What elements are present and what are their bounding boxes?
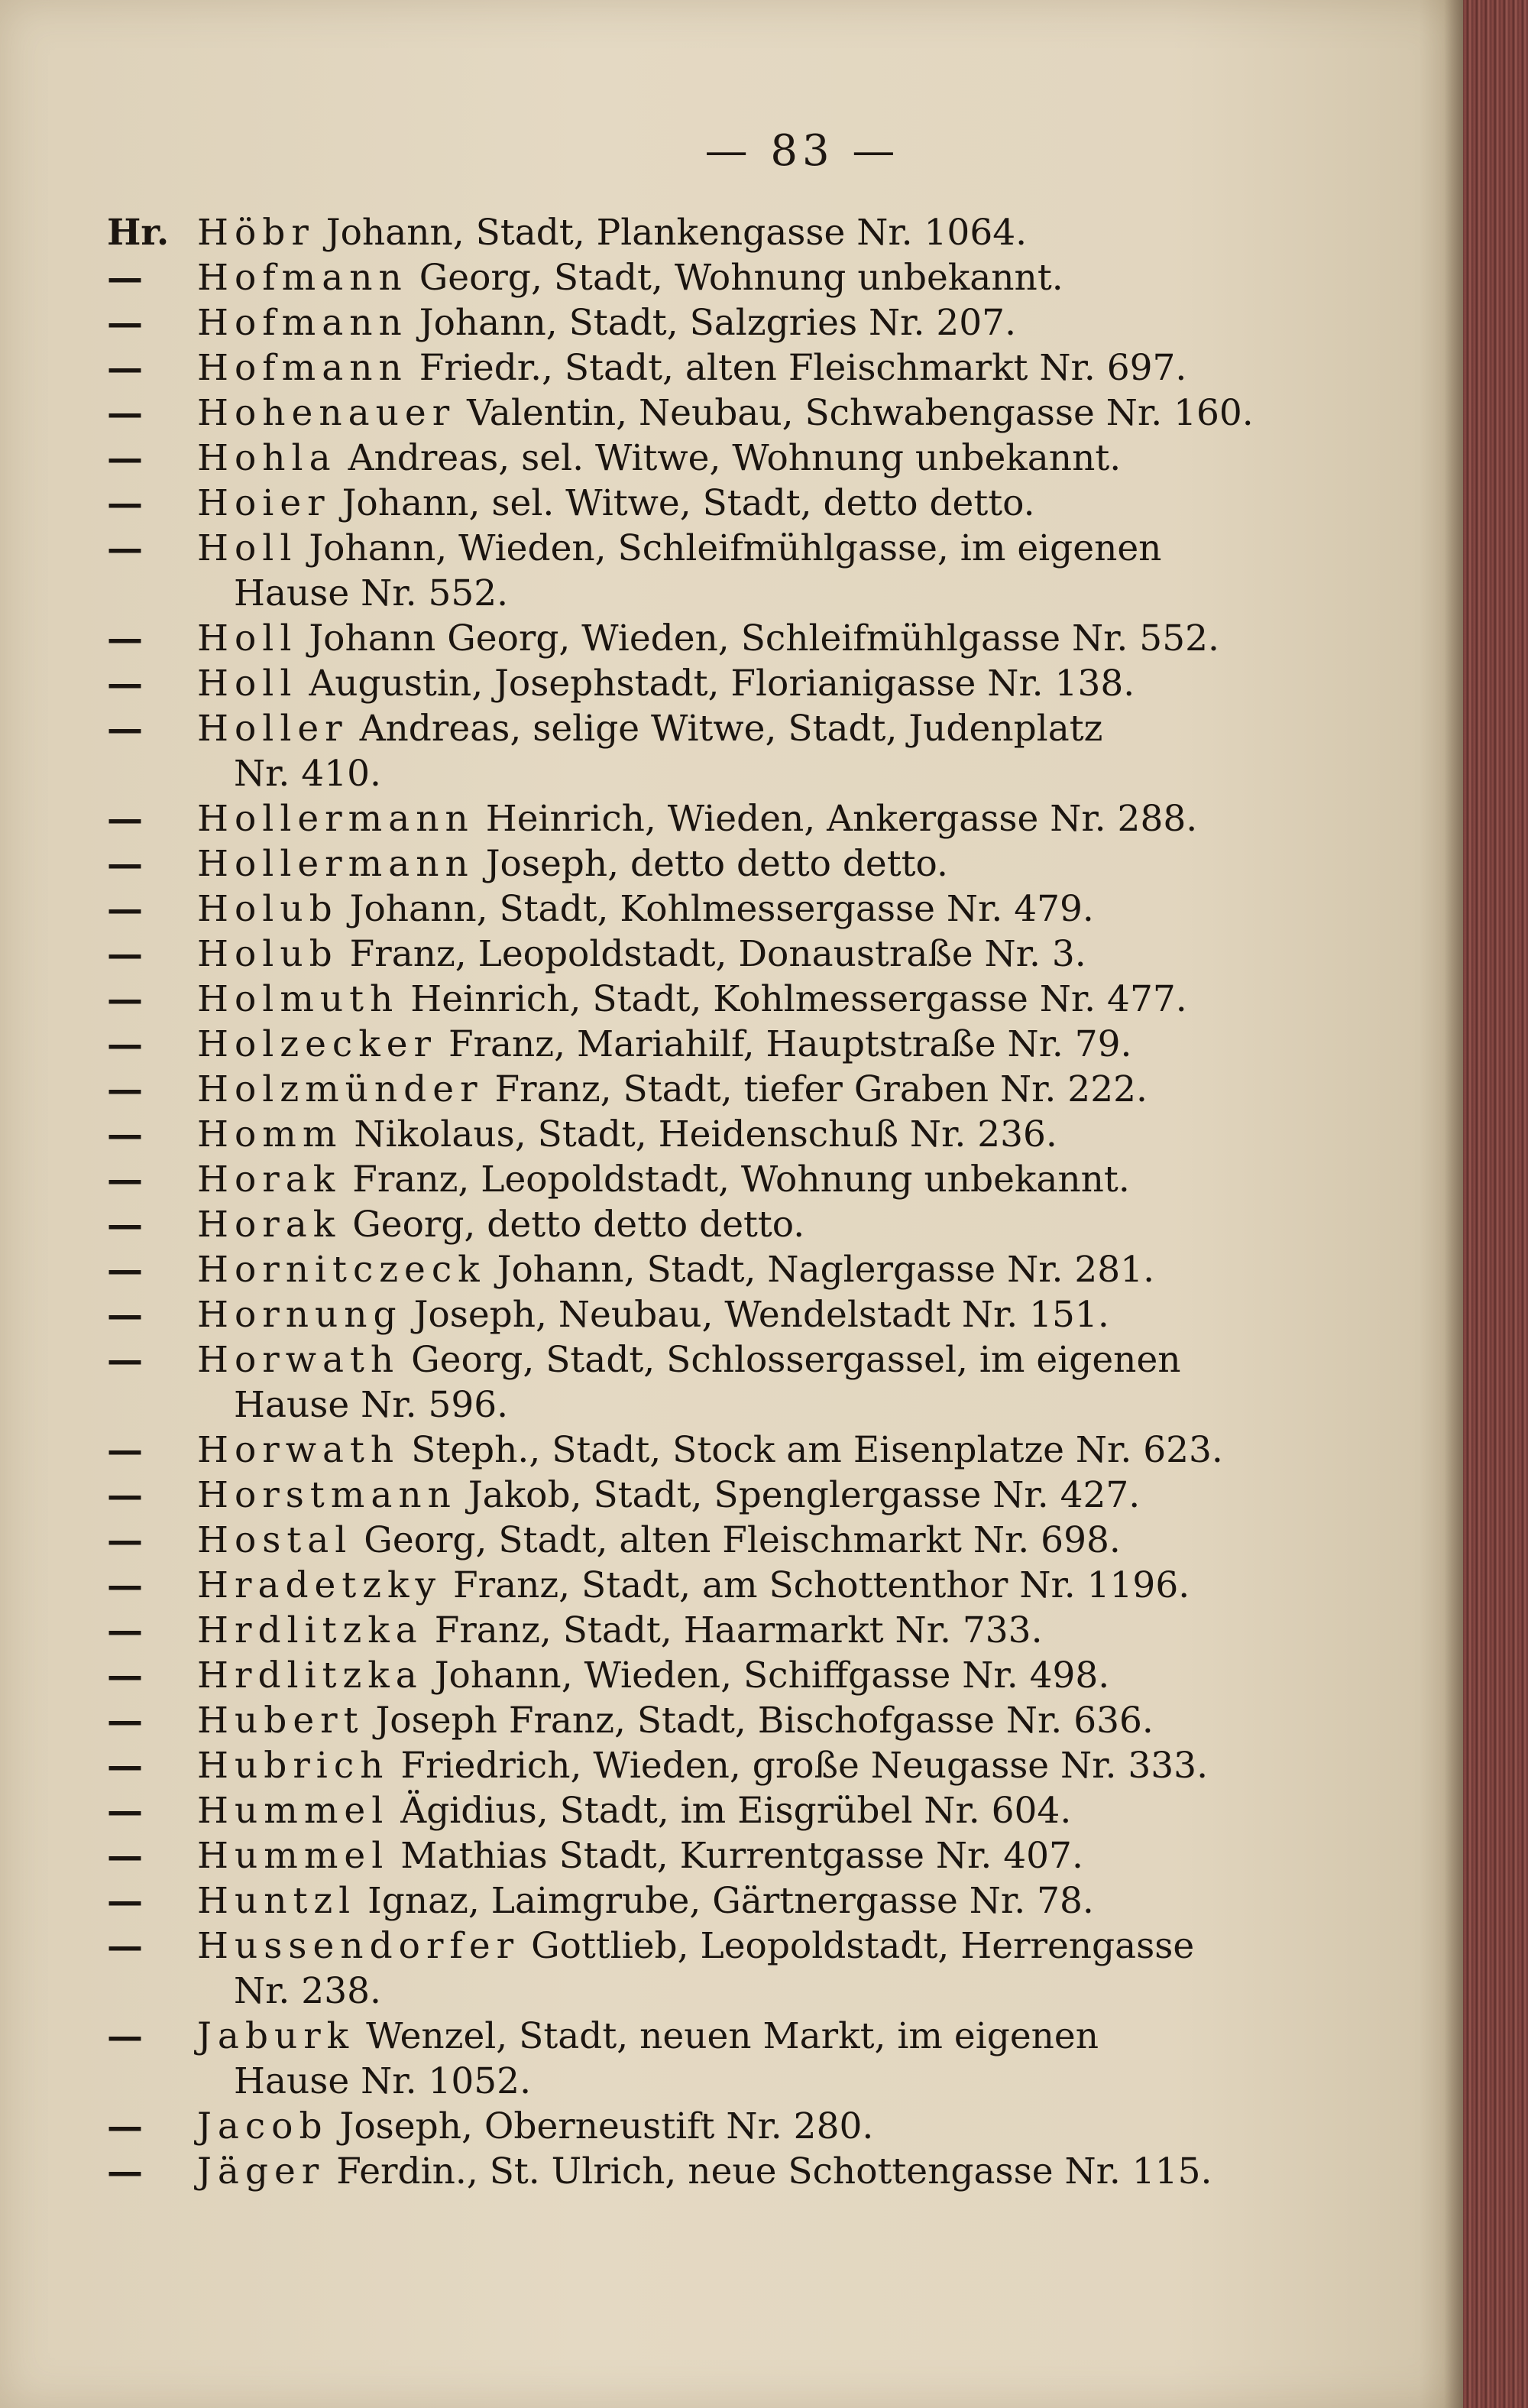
entry-details: Franz, Stadt, am Schottenthor Nr. 1196.: [453, 1564, 1190, 1606]
directory-entry: [107, 932, 1276, 977]
entry-text: [197, 1157, 1276, 1202]
entry-surname: Horak: [197, 1159, 342, 1201]
entry-text: [197, 796, 1276, 841]
entry-prefix: —: [107, 1113, 143, 1155]
entry-line: [197, 661, 1276, 706]
entry-details: Joseph, Oberneustift Nr. 280.: [339, 2105, 874, 2147]
entry-surname: Hoier: [197, 482, 331, 524]
entry-line: [197, 1292, 1276, 1337]
directory-entry: [107, 977, 1276, 1022]
entry-prefix: —: [107, 527, 143, 569]
entry-prefix: —: [107, 1700, 143, 1742]
entry-text: [197, 2014, 1276, 2104]
entry-surname: Holub: [197, 933, 338, 975]
entry-line: [197, 1878, 1276, 1923]
entry-details: Ferdin., St. Ulrich, neue Schottengasse Nr. 115.: [336, 2150, 1212, 2192]
entry-text: [197, 1337, 1276, 1428]
page-number: — 83 —: [704, 126, 900, 176]
entry-text: [197, 1698, 1276, 1743]
directory-entry: [107, 1428, 1276, 1473]
entry-continuation-line: [197, 1969, 1276, 2014]
entry-surname: Horwath: [197, 1429, 400, 1471]
entry-text: [197, 1473, 1276, 1518]
entry-prefix: —: [107, 1068, 143, 1110]
entry-details: Nr. 410.: [234, 753, 381, 795]
entry-surname: Holub: [197, 888, 338, 930]
entry-surname: Holmuth: [197, 978, 400, 1020]
entry-prefix: —: [107, 1159, 143, 1201]
entry-line: [197, 436, 1276, 481]
entry-text: [197, 210, 1276, 255]
entry-prefix: —: [107, 302, 143, 344]
directory-entry: [107, 1608, 1276, 1653]
entry-prefix: —: [107, 798, 143, 840]
directory-entry: [107, 526, 1276, 616]
entry-prefix: —: [107, 392, 143, 434]
entry-details: Heinrich, Stadt, Kohlmessergasse Nr. 477.: [410, 978, 1187, 1020]
entry-details: Jakob, Stadt, Spenglergasse Nr. 427.: [468, 1474, 1141, 1516]
directory-entry: [107, 796, 1276, 841]
entry-prefix: —: [107, 437, 143, 479]
entry-details: Hause Nr. 596.: [234, 1384, 509, 1426]
directory-entry: [107, 1022, 1276, 1067]
entry-surname: Hrdlitzka: [197, 1609, 423, 1651]
entry-surname: Hradetzky: [197, 1564, 442, 1606]
entry-text: [197, 1878, 1276, 1923]
entry-prefix: —: [107, 1519, 143, 1561]
entry-surname: Hummel: [197, 1790, 390, 1832]
entry-text: [197, 1608, 1276, 1653]
entry-text: [197, 977, 1276, 1022]
entry-line: [197, 1067, 1276, 1112]
entry-line: [197, 481, 1276, 526]
entry-details: Joseph, detto detto detto.: [485, 843, 948, 885]
directory-entry: [107, 616, 1276, 661]
entry-details: Johann, Wieden, Schleifmühlgasse, im eigenen: [309, 527, 1162, 569]
entry-text: [197, 436, 1276, 481]
entry-line: [197, 210, 1276, 255]
directory-entry: [107, 436, 1276, 481]
directory-entry: [107, 2104, 1276, 2149]
entry-details: Johann, sel. Witwe, Stadt, detto detto.: [342, 482, 1035, 524]
directory-entry: [107, 1337, 1276, 1428]
entry-details: Johann, Stadt, Naglergasse Nr. 281.: [497, 1249, 1155, 1291]
entry-details: Ägidius, Stadt, im Eisgrübel Nr. 604.: [400, 1790, 1072, 1832]
entry-prefix: —: [107, 482, 143, 524]
directory-entry: [107, 661, 1276, 706]
directory-entry: [107, 300, 1276, 345]
entry-text: [197, 1788, 1276, 1833]
directory-entry: [107, 210, 1276, 255]
entry-details: Friedr., Stadt, alten Fleischmarkt Nr. 697.: [419, 347, 1187, 389]
entry-surname: Hostal: [197, 1519, 353, 1561]
entry-line: [197, 1608, 1276, 1653]
entry-details: Franz, Leopoldstadt, Donaustraße Nr. 3.: [349, 933, 1086, 975]
entry-prefix: —: [107, 1339, 143, 1381]
entry-prefix: —: [107, 2105, 143, 2147]
directory-entry: [107, 2014, 1276, 2104]
entry-prefix: —: [107, 1429, 143, 1471]
entry-continuation-line: [197, 2059, 1276, 2104]
entry-line: [197, 616, 1276, 661]
entry-line: [197, 2149, 1276, 2194]
entry-line: [197, 796, 1276, 841]
entry-surname: Hummel: [197, 1835, 390, 1877]
entry-details: Franz, Leopoldstadt, Wohnung unbekannt.: [352, 1159, 1130, 1201]
entry-surname: Horwath: [197, 1339, 400, 1381]
entry-text: [197, 1247, 1276, 1292]
entry-line: [197, 1157, 1276, 1202]
entry-surname: Hollermann: [197, 798, 474, 840]
directory-entry: [107, 1788, 1276, 1833]
entry-surname: Horak: [197, 1204, 342, 1246]
directory-entry: [107, 1833, 1276, 1878]
entry-text: [197, 1022, 1276, 1067]
directory-entry: [107, 1563, 1276, 1608]
entry-surname: Holl: [197, 527, 298, 569]
entry-prefix: —: [107, 1790, 143, 1832]
entry-details: Georg, Stadt, alten Fleischmarkt Nr. 698.: [364, 1519, 1121, 1561]
entry-surname: Hofmann: [197, 347, 408, 389]
entry-surname: Hrdlitzka: [197, 1654, 423, 1697]
entry-prefix: —: [107, 1654, 143, 1697]
entry-line: [197, 706, 1276, 751]
entry-surname: Hofmann: [197, 257, 408, 299]
entry-text: [197, 1833, 1276, 1878]
entry-details: Johann, Wieden, Schiffgasse Nr. 498.: [434, 1654, 1110, 1697]
entry-line: [197, 1698, 1276, 1743]
directory-entry: [107, 1518, 1276, 1563]
entry-surname: Hofmann: [197, 302, 408, 344]
entry-text: [197, 1743, 1276, 1788]
entry-line: [197, 1247, 1276, 1292]
entry-details: Gottlieb, Leopoldstadt, Herrengasse: [531, 1925, 1195, 1967]
entry-prefix: —: [107, 1880, 143, 1922]
entry-details: Mathias Stadt, Kurrentgasse Nr. 407.: [400, 1835, 1083, 1877]
entry-surname: Horstmann: [197, 1474, 457, 1516]
entry-prefix: —: [107, 2015, 143, 2057]
entry-surname: Hohenauer: [197, 392, 456, 434]
entry-line: [197, 886, 1276, 932]
entry-continuation-line: [197, 751, 1276, 796]
entry-text: [197, 1112, 1276, 1157]
entry-surname: Huntzl: [197, 1880, 357, 1922]
entry-text: [197, 661, 1276, 706]
entry-line: [197, 977, 1276, 1022]
entry-line: [197, 526, 1276, 571]
directory-entry: [107, 481, 1276, 526]
entry-text: [197, 932, 1276, 977]
entry-details: Georg, Stadt, Wohnung unbekannt.: [419, 257, 1063, 299]
directory-entry: [107, 1067, 1276, 1112]
entry-surname: Hornitczeck: [197, 1249, 486, 1291]
directory-entry: [107, 1157, 1276, 1202]
entry-details: Valentin, Neubau, Schwabengasse Nr. 160.: [467, 392, 1254, 434]
entry-surname: Jäger: [197, 2150, 325, 2192]
entry-details: Joseph Franz, Stadt, Bischofgasse Nr. 636.: [375, 1700, 1154, 1742]
entry-text: [197, 391, 1276, 436]
entry-continuation-line: [197, 571, 1276, 616]
entry-prefix: —: [107, 1249, 143, 1291]
entry-prefix: —: [107, 843, 143, 885]
entry-surname: Höbr: [197, 212, 315, 254]
entry-text: [197, 1653, 1276, 1698]
entry-line: [197, 255, 1276, 300]
entry-line: [197, 1202, 1276, 1247]
entry-line: [197, 1473, 1276, 1518]
entry-line: [197, 1923, 1276, 1969]
entry-line: [197, 391, 1276, 436]
entry-surname: Hohla: [197, 437, 337, 479]
entry-surname: Jaburk: [197, 2015, 355, 2057]
entry-details: Franz, Mariahilf, Hauptstraße Nr. 79.: [448, 1023, 1132, 1065]
entry-line: [197, 345, 1276, 391]
directory-entry: [107, 1653, 1276, 1698]
entry-details: Heinrich, Wieden, Ankergasse Nr. 288.: [485, 798, 1198, 840]
entry-text: [197, 255, 1276, 300]
entry-details: Steph., Stadt, Stock am Eisenplatze Nr. 623.: [411, 1429, 1223, 1471]
entry-line: [197, 1833, 1276, 1878]
entry-details: Johann, Stadt, Plankengasse Nr. 1064.: [325, 212, 1028, 254]
entry-prefix: —: [107, 978, 143, 1020]
entry-text: [197, 481, 1276, 526]
entry-details: Franz, Stadt, tiefer Graben Nr. 222.: [494, 1068, 1148, 1110]
entry-details: Hause Nr. 552.: [234, 572, 509, 614]
entry-prefix: —: [107, 663, 143, 705]
entry-prefix: —: [107, 1294, 143, 1336]
entry-prefix: —: [107, 2150, 143, 2192]
entry-text: [197, 345, 1276, 391]
entry-prefix: —: [107, 617, 143, 660]
entry-prefix: —: [107, 933, 143, 975]
entry-details: Andreas, sel. Witwe, Wohnung unbekannt.: [348, 437, 1122, 479]
entry-text: [197, 1067, 1276, 1112]
entry-details: Johann, Stadt, Kohlmessergasse Nr. 479.: [349, 888, 1094, 930]
entry-prefix: —: [107, 1925, 143, 1967]
directory-entry: [107, 1112, 1276, 1157]
entry-text: [197, 1563, 1276, 1608]
entry-prefix: —: [107, 257, 143, 299]
entry-text: [197, 526, 1276, 616]
entry-text: [197, 300, 1276, 345]
entry-surname: Hubrich: [197, 1745, 390, 1787]
entry-details: Augustin, Josephstadt, Florianigasse Nr. 138.: [309, 663, 1135, 705]
directory-entry: [107, 1743, 1276, 1788]
entry-text: [197, 2104, 1276, 2149]
entry-text: [197, 886, 1276, 932]
entry-details: Johann Georg, Wieden, Schleifmühlgasse Nr. 552.: [309, 617, 1219, 660]
entry-surname: Hollermann: [197, 843, 474, 885]
page-edge: [1463, 0, 1528, 2408]
entry-surname: Hussendorfer: [197, 1925, 520, 1967]
entry-line: [197, 1788, 1276, 1833]
entry-line: [197, 1337, 1276, 1382]
entry-text: [197, 1923, 1276, 2014]
entry-prefix: —: [107, 708, 143, 750]
directory-entry: [107, 1292, 1276, 1337]
entry-details: Ignaz, Laimgrube, Gärtnergasse Nr. 78.: [367, 1880, 1094, 1922]
entry-surname: Jacob: [197, 2105, 329, 2147]
entry-surname: Holl: [197, 663, 298, 705]
directory-entry: [107, 1247, 1276, 1292]
entry-text: [197, 2149, 1276, 2194]
entry-details: Nikolaus, Stadt, Heidenschuß Nr. 236.: [354, 1113, 1057, 1155]
entry-surname: Hornung: [197, 1294, 403, 1336]
entry-line: [197, 1518, 1276, 1563]
entry-surname: Holl: [197, 617, 298, 660]
entry-line: [197, 1022, 1276, 1067]
entry-line: [197, 1653, 1276, 1698]
directory-entry: [107, 2149, 1276, 2194]
entry-text: [197, 1428, 1276, 1473]
entry-prefix: Hr.: [107, 212, 170, 254]
entry-details: Georg, detto detto detto.: [352, 1204, 805, 1246]
entry-line: [197, 1112, 1276, 1157]
entry-details: Joseph, Neubau, Wendelstadt Nr. 151.: [413, 1294, 1109, 1336]
directory-entry: [107, 345, 1276, 391]
entry-text: [197, 841, 1276, 886]
directory-entries: [107, 210, 1276, 2194]
entry-surname: Holzecker: [197, 1023, 437, 1065]
entry-surname: Homm: [197, 1113, 343, 1155]
directory-entry: [107, 706, 1276, 796]
entry-details: Andreas, selige Witwe, Stadt, Judenplatz: [359, 708, 1103, 750]
entry-surname: Holler: [197, 708, 348, 750]
directory-entry: [107, 391, 1276, 436]
entry-line: [197, 1743, 1276, 1788]
entry-prefix: —: [107, 1474, 143, 1516]
directory-entry: [107, 1202, 1276, 1247]
entry-text: [197, 1292, 1276, 1337]
entry-prefix: —: [107, 1609, 143, 1651]
entry-prefix: —: [107, 1745, 143, 1787]
entry-continuation-line: [197, 1382, 1276, 1428]
entry-details: Franz, Stadt, Haarmarkt Nr. 733.: [434, 1609, 1043, 1651]
entry-details: Johann, Stadt, Salzgries Nr. 207.: [419, 302, 1017, 344]
entry-prefix: —: [107, 1564, 143, 1606]
entry-line: [197, 841, 1276, 886]
entry-line: [197, 1563, 1276, 1608]
directory-entry: [107, 255, 1276, 300]
entry-details: Friedrich, Wieden, große Neugasse Nr. 333.: [400, 1745, 1209, 1787]
entry-prefix: —: [107, 1023, 143, 1065]
directory-entry: [107, 1923, 1276, 2014]
entry-details: Hause Nr. 1052.: [234, 2060, 532, 2102]
entry-surname: Hubert: [197, 1700, 364, 1742]
entry-line: [197, 1428, 1276, 1473]
entry-text: [197, 616, 1276, 661]
entry-text: [197, 1202, 1276, 1247]
entry-text: [197, 706, 1276, 796]
entry-details: Nr. 238.: [234, 1970, 381, 2012]
entry-text: [197, 1518, 1276, 1563]
entry-surname: Holzmünder: [197, 1068, 484, 1110]
directory-entry: [107, 1878, 1276, 1923]
entry-details: Wenzel, Stadt, neuen Markt, im eigenen: [366, 2015, 1099, 2057]
entry-line: [197, 300, 1276, 345]
directory-entry: [107, 1698, 1276, 1743]
directory-entry: [107, 886, 1276, 932]
entry-line: [197, 932, 1276, 977]
entry-prefix: —: [107, 1835, 143, 1877]
entry-prefix: —: [107, 347, 143, 389]
entry-details: Georg, Stadt, Schlossergassel, im eigenen: [411, 1339, 1181, 1381]
entry-line: [197, 2014, 1276, 2059]
entry-line: [197, 2104, 1276, 2149]
entry-prefix: —: [107, 888, 143, 930]
directory-entry: [107, 1473, 1276, 1518]
entry-prefix: —: [107, 1204, 143, 1246]
directory-entry: [107, 841, 1276, 886]
